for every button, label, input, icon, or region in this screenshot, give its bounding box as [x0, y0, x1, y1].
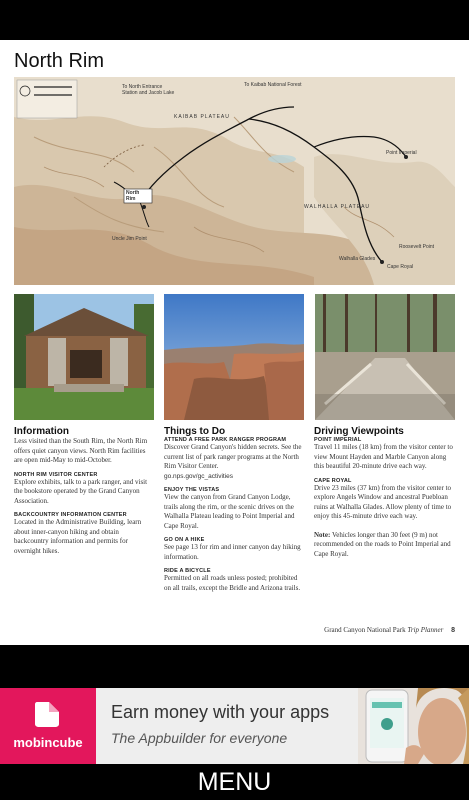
bicycle-text: Permitted on all roads unless posted; prohibited on all trails, except the Bridle and Arizona trails. [164, 574, 301, 592]
page-number: 8 [451, 627, 455, 634]
mobincube-logo [0, 688, 96, 764]
trip-planner-page [0, 40, 469, 645]
activities-link[interactable]: go.nps.gov/gc_activities [164, 472, 234, 480]
ad-headline: Earn money with your apps [111, 702, 330, 722]
vistas-title: ENJOY THE VISTAS [164, 487, 220, 493]
backcountry-text: Located in the Administrative Building, learn about inner-canyon hiking and obtain backcountry information and permits for overnight hikes. [14, 518, 142, 555]
bicycle-title: RIDE A BICYCLE [164, 568, 211, 574]
information-heading: Information [14, 426, 69, 437]
map-label-kaibab-plateau: KAIBAB PLATEAU [174, 114, 230, 120]
photo-forest-road [315, 294, 455, 420]
ranger-program-text: Discover Grand Canyon's hidden secrets. See the current list of park ranger programs at the North Rim Visitor Center. [164, 443, 302, 470]
vehicle-note-label: Note: [314, 530, 331, 539]
driving-heading: Driving Viewpoints [314, 426, 404, 437]
page-footer [324, 626, 455, 634]
point-imperial-text: Travel 11 miles (18 km) from the visitor center to view Mount Hayden and Marble Canyon along this beautiful 20-minute drive each way. [314, 443, 453, 470]
map-label-cape-royal: Cape Royal [387, 264, 414, 270]
hike-title: GO ON A HIKE [164, 537, 205, 543]
visitor-center-text: Explore exhibits, talk to a park ranger, and visit the bookstore operated by the Grand Canyon Association. [14, 477, 148, 505]
map-label-walhalla-plateau: WALHALLA PLATEAU [304, 204, 371, 210]
photo-canyon-vista [164, 294, 304, 420]
footer-guide: Trip Planner [407, 626, 444, 634]
hike-text: See page 13 for rim and inner canyon day hiking information. [164, 543, 301, 561]
north-rim-map [14, 77, 455, 285]
column-information [14, 426, 155, 556]
ad-woman-phone-image [358, 688, 469, 764]
column-things-to-do [164, 426, 305, 593]
point-imperial-title: POINT IMPERIAL [314, 437, 362, 443]
ad-banner[interactable] [0, 688, 469, 764]
column-driving-viewpoints [314, 426, 455, 559]
map-terrain [14, 77, 455, 285]
visitor-center-title: NORTH RIM VISITOR CENTER [14, 471, 98, 478]
map-label-uncle-jim-point: Uncle Jim Point [112, 236, 147, 242]
vistas-text: View the canyon from Grand Canyon Lodge, trails along the rim, or the scenic drives on the Walhalla Plateau leading to Point Imperial and Cape Royal. [164, 493, 295, 530]
mobincube-cube-icon [33, 700, 61, 728]
map-label-walhalla-glades: Walhalla Glades [339, 256, 376, 262]
photo-visitor-center [14, 294, 154, 420]
menu-button[interactable]: MENU [0, 764, 469, 800]
map-label-roosevelt-point: Roosevelt Point [399, 244, 435, 250]
mobincube-brand-text: mobincube [13, 735, 83, 750]
map-label-point-imperial: Point Imperial [386, 150, 417, 156]
ranger-program-title: ATTEND A FREE PARK RANGER PROGRAM [164, 437, 287, 443]
footer-publication: Grand Canyon National Park [324, 626, 406, 634]
page-title: North Rim [14, 50, 105, 72]
map-label-north-rim: North Rim [126, 190, 140, 202]
cape-royal-title: CAPE ROYAL [314, 477, 352, 484]
map-label-north-entrance: To North Entrance Station and Jacob Lake [122, 84, 175, 96]
ad-subline: The Appbuilder for everyone [111, 730, 288, 746]
map-label-kaibab-forest: To Kaibab National Forest [244, 82, 302, 88]
backcountry-title: BACKCOUNTRY INFORMATION CENTER [14, 512, 127, 518]
vehicle-note [314, 531, 455, 560]
vehicle-note-text: Vehicles longer than 30 feet (9 m) not recommended on the roads to Point Imperial and Cape Royal. [314, 530, 451, 558]
information-intro: Less visited than the South Rim, the North Rim offers quiet canyon views. North Rim facilities are open mid-May to mid-October. [14, 437, 148, 464]
cape-royal-text: Drive 23 miles (37 km) from the visitor center to explore Angels Window and ancestral Puebloan ruins at Walhalla Glades. Allow plenty of time to enjoy this 45-minute drive each way. [314, 483, 452, 520]
things-heading: Things to Do [164, 426, 226, 437]
